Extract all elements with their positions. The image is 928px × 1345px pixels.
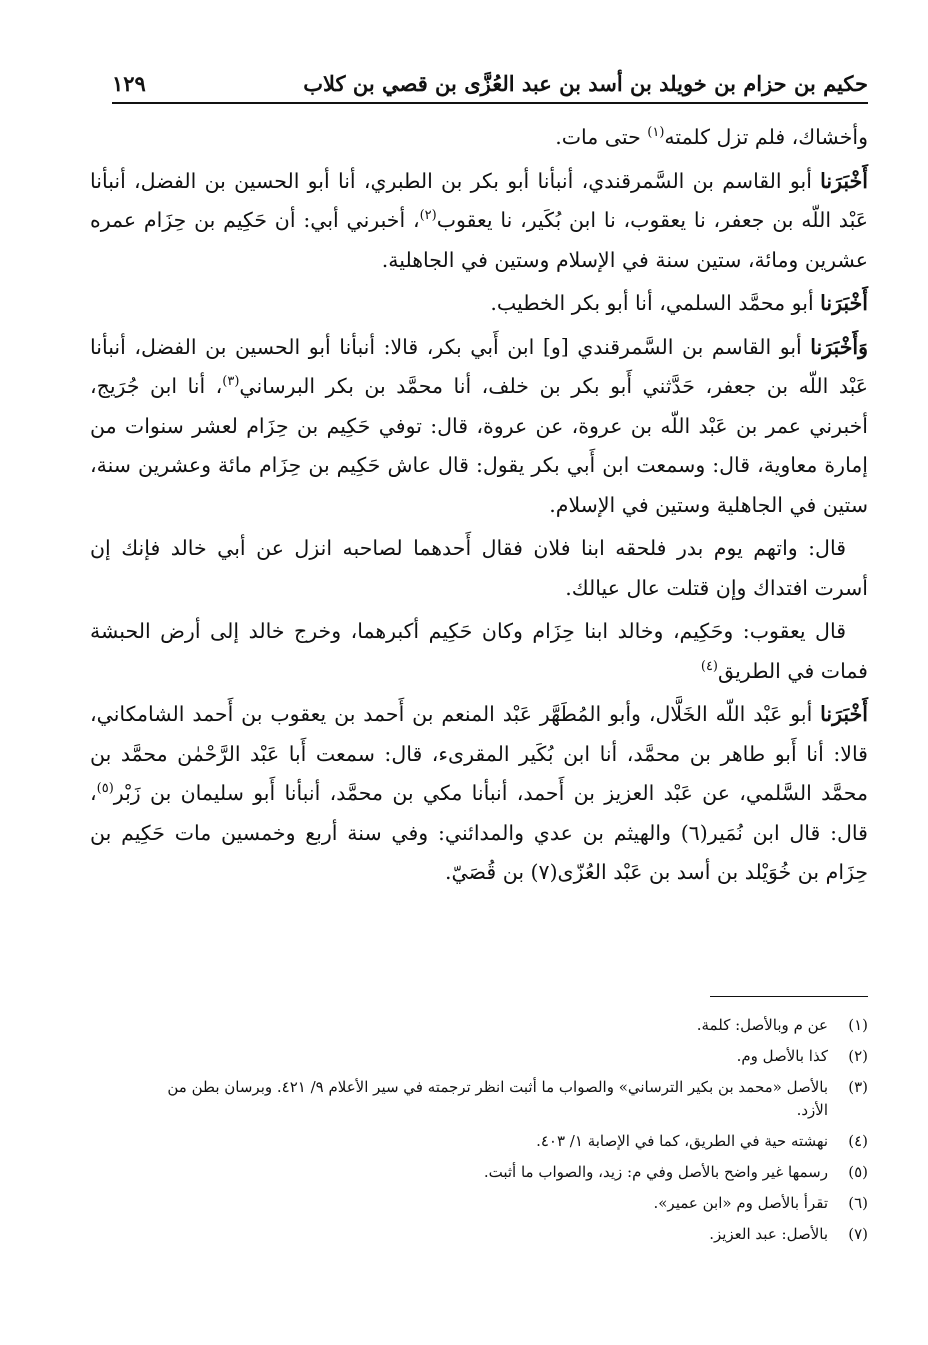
paragraph-lead: أَخْبَرَنا [820,702,868,726]
paragraph-lead: أَخْبَرَنا [820,168,868,193]
footnote [160,1192,868,1215]
footnote [160,1130,868,1153]
footnote [160,1223,868,1246]
footnote-number: (٧) [848,1225,868,1243]
footnote-divider [710,996,868,997]
footnote-text: بالأصل: عبد العزيز. [709,1225,828,1243]
footnote-text: عن م وبالأصل: كلمة. [696,1016,828,1034]
footnote-text: بالأصل «محمد بن بكير الترساني» والصواب ما أثبت انظر ترجمته في سير الأعلام ٩/ ٤٢١. وبرسان بطن من الأزد. [167,1078,828,1119]
footnote-marker: (٥) [96,781,114,797]
paragraph-tail: ، أنا ابن جُرَيج، أخبرني عمر بن عَبْد اللّه بن عروة، عن عروة، قال: توفي حَكِيم بن حِزَام لعشر سنوات من إمارة معاوية، قال: وسمعت ابن أَبي بكر يقول: قال عاش حَكِيم بن حِزَام مائة وعشرين سنة، ستين في الجاهلية وستين في الإسلام. [90,374,868,517]
paragraph [90,284,868,324]
footnote-number: (١) [848,1016,868,1034]
footnote-number: (٦) [848,1194,868,1212]
paragraph [90,695,868,893]
paragraph [90,162,868,281]
footnote-marker: (٢) [419,208,437,224]
paragraph [90,118,868,158]
paragraph [90,328,868,526]
page-number: ١٢٩ [112,70,146,96]
footnote-text: نهشته حية في الطريق، كما في الإصابة ١/ ٤٠٣. [536,1132,828,1150]
paragraph-text: وأخشاك، فلم تزل كلمته [664,125,868,149]
paragraph-text: أبو القاسم بن السَّمرقندي، أنبأنا أبو بكر بن الطبري، أنا أبو الحسين بن الفضل، أنبأنا عَبْد اللّه بن جعفر، نا يعقوب، نا ابن بُكَير، نا يعقوب [90,168,868,232]
footnote [160,1076,868,1122]
footnote-text: كذا بالأصل وم. [736,1047,828,1065]
paragraph-lead: أَخْبَرَنا [820,291,868,315]
footnote [160,1045,868,1068]
footnote-number: (٣) [848,1078,868,1096]
paragraph-lead: وَأَخْبَرَنا [810,334,868,359]
paragraph-text: أبو محمَّد السلمي، أنا أبو بكر الخطيب. [490,291,821,315]
footnote-marker: (١) [647,125,665,141]
footnote-number: (٥) [848,1163,868,1181]
footnote-number: (٤) [848,1132,868,1150]
paragraph-tail: حتى مات. [555,125,648,149]
paragraph-tail: ، أخبرني أبي: أن حَكِيم بن حِزَام عمره عشرين ومائة، ستين سنة في الإسلام وستين في الجاهلية. [90,208,868,272]
paragraph-tail: ، قال: قال ابن نُمَير(٦) والهيثم بن عدي والمدائني: وفي سنة أربع وخمسين مات حَكِيم بن حِزَام بن خُوَيْلد بن أسد بن عَبْد العُزّى(٧) بن قُصَيّ. [90,781,868,884]
footnote-text: رسمها غير واضح بالأصل وفي م: زيد، والصواب ما أثبت. [483,1163,828,1181]
paragraph [90,529,868,608]
footnote [160,1161,868,1184]
paragraph [90,612,868,691]
footnote-number: (٢) [848,1047,868,1065]
main-text [90,118,868,897]
paragraph-text: أبو القاسم بن السَّمرقندي [و] ابن أَبي بكر، قالا: أنبأنا أبو الحسين بن الفضل، أنبأنا عَبْد اللّه بن جعفر، حَدَّثني أَبو بكر بن خلف، أنا محمَّد بن بكر البرساني [90,334,868,398]
running-header [112,64,868,104]
paragraph-text: أبو عَبْد اللّه الخَلَّال، وأبو المُطَهَّر عَبْد المنعم بن أَحمد بن يعقوب بن أَحمد الشامكاني، قالا: أنا أَبو طاهر بن محمَّد، أنا ابن بُكَير المقرىء، قال: سمعت أَبا عَبْد الرَّحْمٰن محمَّد بن محمَّد السَّلمي، عن عَبْد العزيز بن أَحمد، أنبأنا مكي بن محمَّد، أنبأنا أَبو سليمان بن زَبْر [90,702,868,805]
footnote-text: تقرأ بالأصل وم «ابن عمير». [653,1194,828,1212]
paragraph-text: قال يعقوب: وحَكِيم، وخالد ابنا حِزَام وكان حَكِيم أكبرهما، وخرج خالد إلى أرض الحبشة فمات في الطريق [90,619,868,683]
footnote-marker: (٣) [222,374,240,390]
paragraph-text: قال: واتهم يوم بدر فلحقه ابنا فلان فقال أَحدهما لصاحبه انزل عن أبي خالد فإنك إن أسرت افتداك وإن قتلت عال عيالك. [90,536,868,600]
footnote-marker: (٤) [700,658,718,674]
footnote [160,1014,868,1037]
footnotes [160,1014,868,1254]
running-title: حكيم بن حزام بن خويلد بن أسد بن عبد العُزَّى بن قصي بن كلاب [303,70,868,96]
